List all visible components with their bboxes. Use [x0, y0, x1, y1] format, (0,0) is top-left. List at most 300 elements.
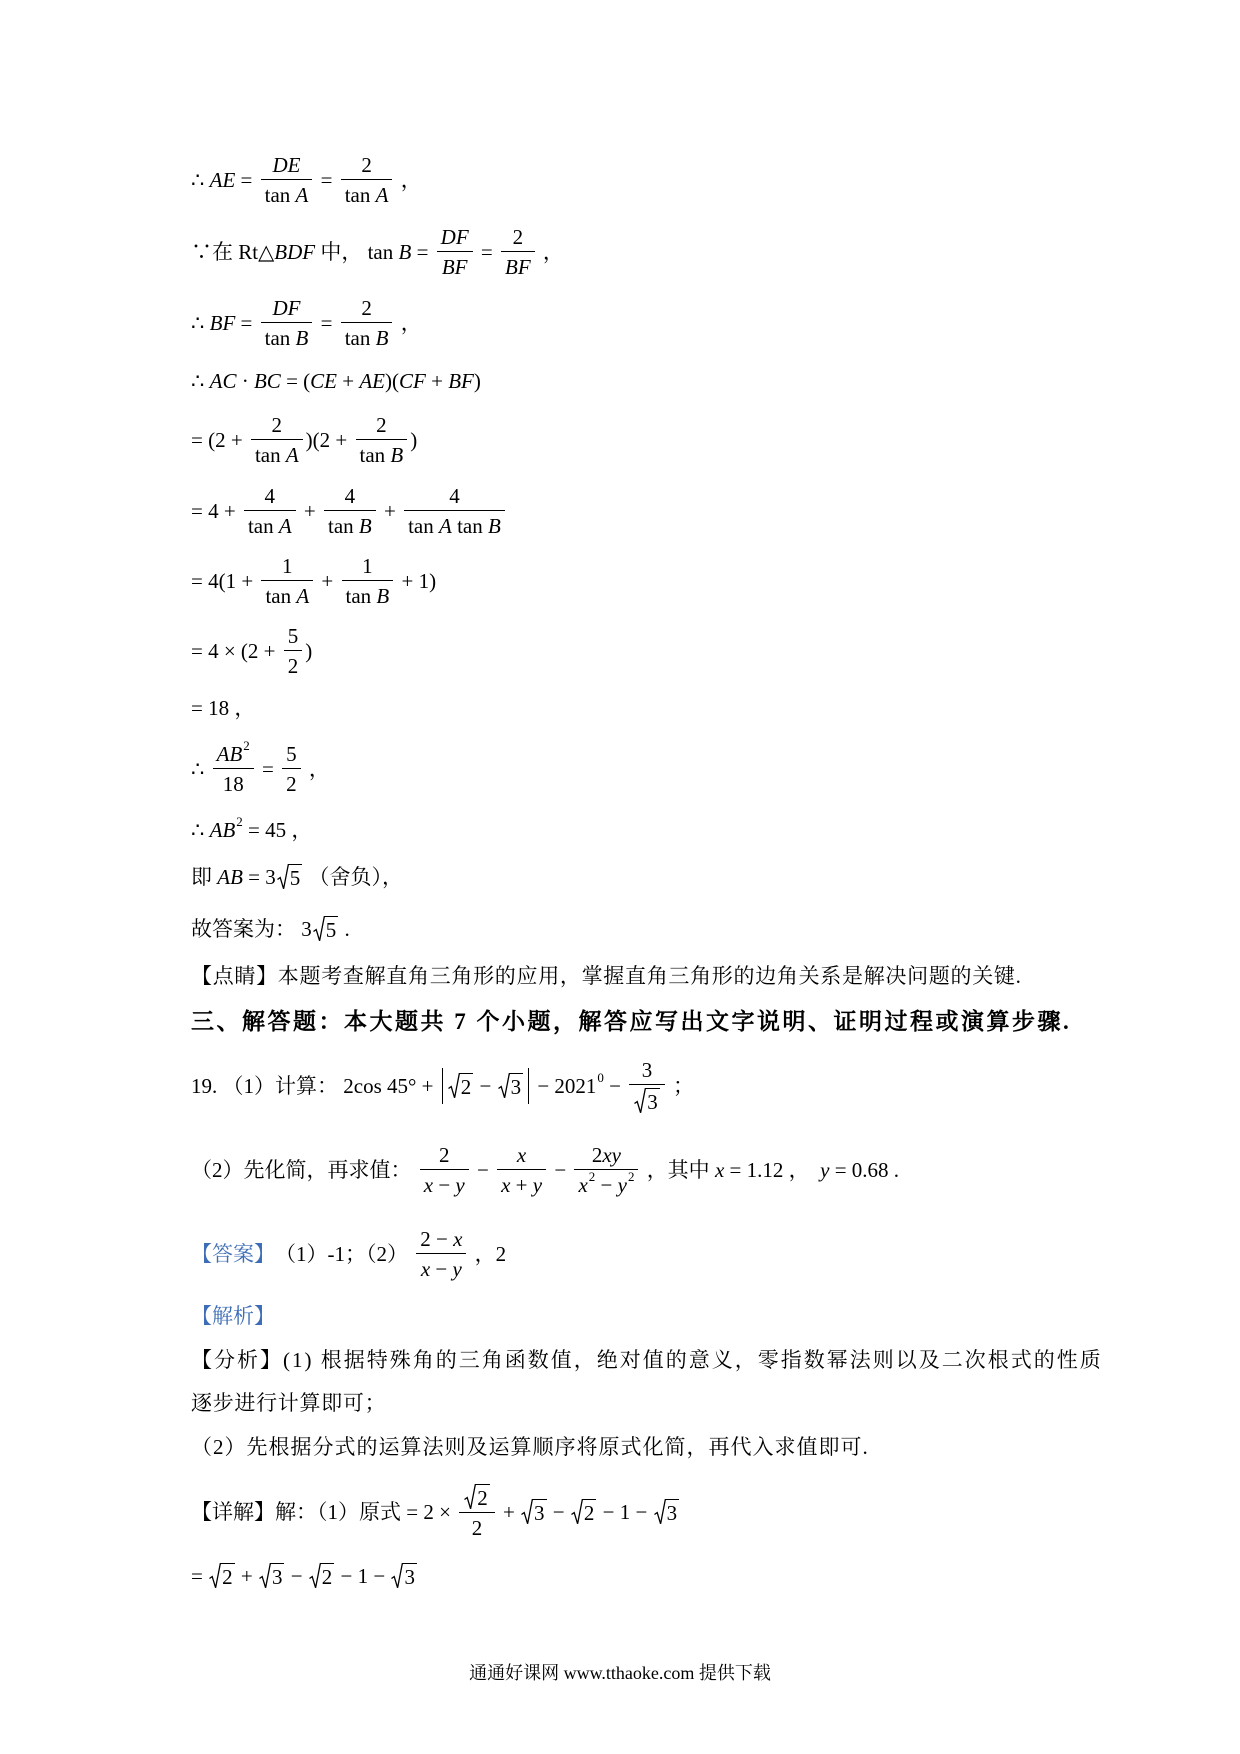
fraction	[261, 153, 313, 207]
square-root	[634, 1088, 660, 1114]
math-text: = 3	[242, 865, 276, 889]
square-root	[571, 1499, 597, 1525]
fraction-numerator	[341, 153, 393, 180]
math-variable: y	[617, 1173, 627, 1197]
math-text: 3	[271, 1565, 283, 1589]
analysis-line-3	[191, 1435, 869, 1459]
math-text: =	[235, 168, 258, 192]
math-text: （1）-1；（2）	[275, 1242, 414, 1266]
fraction-denominator	[282, 769, 301, 796]
math-text: tan	[408, 514, 439, 538]
math-text: 2	[471, 1516, 483, 1540]
fraction	[459, 1484, 495, 1540]
math-text: +	[298, 499, 322, 523]
math-text: − 2021	[532, 1074, 597, 1098]
square-root	[448, 1073, 474, 1099]
radicand	[583, 1499, 597, 1525]
math-text: ，	[395, 168, 422, 192]
math-text: ，	[395, 311, 422, 335]
fraction	[501, 225, 535, 279]
math-text: 中，	[315, 240, 363, 264]
fraction	[261, 554, 313, 608]
math-text: = 4(1 +	[191, 569, 259, 593]
math-text: tan	[451, 514, 488, 538]
math-text: 2	[321, 1565, 333, 1589]
fraction-numerator	[437, 225, 473, 252]
fraction-numerator	[416, 1227, 466, 1254]
math-text: tan	[265, 584, 297, 608]
section-heading	[191, 1008, 1071, 1036]
radical-sign	[448, 1073, 460, 1099]
math-text: 2 −	[420, 1227, 454, 1251]
math-variable: BF	[441, 255, 468, 279]
fraction-denominator	[629, 1085, 665, 1114]
fraction	[244, 484, 296, 538]
radicand	[321, 1563, 335, 1589]
math-variable: B	[390, 443, 404, 467]
math-text: 【详解】解：（1）原式 = 2 ×	[191, 1500, 457, 1524]
math-text: )	[473, 369, 481, 393]
analysis-line-2	[191, 1391, 386, 1415]
fraction-denominator	[416, 1254, 466, 1281]
math-text: = 45 ，	[242, 818, 313, 842]
fraction	[282, 742, 301, 796]
fraction-numerator	[459, 1484, 495, 1513]
math-text: = (	[280, 369, 311, 393]
answer-line	[191, 1227, 506, 1281]
explanation-label	[191, 1304, 275, 1328]
fraction-denominator	[284, 651, 303, 678]
math-text: = 1.12 ，	[724, 1158, 821, 1182]
superscript: 0	[597, 1069, 604, 1085]
fraction	[497, 1143, 546, 1197]
math-text: = 18 ，	[191, 696, 256, 720]
math-text: −	[430, 1257, 453, 1281]
math-text: 3	[510, 1075, 522, 1099]
math-variable: DE	[272, 153, 301, 177]
math-text: 3	[296, 917, 312, 941]
math-variable: B	[376, 584, 390, 608]
math-text: ，	[537, 240, 564, 264]
square-root	[209, 1563, 235, 1589]
math-variable: x	[714, 1158, 725, 1182]
detailed-solution-line-1	[191, 1484, 680, 1540]
math-text: ，2	[469, 1242, 507, 1266]
math-variable: A	[295, 183, 309, 207]
square-root	[498, 1073, 524, 1099]
math-text: −	[547, 1500, 570, 1524]
question-19-part-1	[191, 1058, 694, 1114]
fraction-denominator	[459, 1513, 495, 1540]
math-text: ∴	[191, 757, 210, 781]
math-text: = 4 × (2 +	[191, 639, 281, 663]
math-variable: xy	[602, 1143, 622, 1167]
fraction	[574, 1143, 638, 1197]
fraction-numerator	[251, 413, 303, 440]
math-text: +	[235, 1564, 258, 1588]
math-text: 5	[289, 866, 301, 890]
math-variable: B	[398, 240, 412, 264]
radicand	[533, 1499, 547, 1525]
fraction-denominator	[261, 581, 313, 608]
fraction	[629, 1058, 665, 1114]
math-text: 5	[286, 742, 297, 766]
math-variable: AB	[209, 818, 236, 842]
fraction-numerator	[574, 1143, 638, 1170]
fraction	[324, 484, 376, 538]
math-text: 【分析】(1) 根据特殊角的三角函数值，绝对值的意义，零指数幂法则以及二次根式的性质	[191, 1348, 1103, 1372]
math-variable: B	[295, 326, 309, 350]
math-variable: x	[516, 1143, 527, 1167]
fraction	[341, 153, 393, 207]
radicand	[325, 916, 339, 942]
math-text: ；	[667, 1074, 695, 1098]
math-text: 2cos 45° +	[338, 1074, 439, 1098]
radicand	[666, 1499, 680, 1525]
math-variable: x	[453, 1227, 463, 1251]
math-text: tan	[254, 443, 286, 467]
fraction-denominator	[244, 511, 296, 538]
math-text: − 1 −	[597, 1500, 653, 1524]
math-text: =	[475, 240, 498, 264]
math-text: −	[433, 1173, 456, 1197]
square-root	[277, 864, 303, 890]
radicand	[476, 1484, 490, 1510]
math-text: 5	[287, 624, 299, 648]
math-text: 3	[534, 1501, 545, 1525]
math-text: 2	[271, 413, 283, 437]
fraction	[251, 413, 303, 467]
fraction-numerator	[213, 737, 254, 769]
math-text: +	[378, 499, 402, 523]
math-text: 2	[361, 153, 372, 177]
math-text: +	[337, 369, 360, 393]
radicand	[403, 1563, 417, 1589]
radicand	[460, 1073, 474, 1099]
math-text: tan	[344, 183, 376, 207]
fraction-denominator	[356, 440, 408, 467]
fraction-numerator	[244, 484, 296, 511]
math-text: −	[474, 1074, 497, 1098]
math-text: 2	[439, 1143, 450, 1167]
fraction-numerator	[420, 1143, 469, 1170]
math-variable: y	[452, 1257, 462, 1281]
math-text: + 1)	[396, 569, 437, 593]
math-text: tan	[362, 240, 399, 264]
math-text: tan	[247, 514, 279, 538]
math-variable: y	[532, 1173, 543, 1197]
fraction-numerator	[261, 153, 313, 180]
fraction-numerator	[342, 554, 394, 581]
math-text: 2	[477, 1486, 488, 1510]
step-product-expansion	[191, 369, 481, 393]
math-text: −	[471, 1158, 495, 1182]
fraction-numerator	[404, 484, 505, 511]
math-text: .	[339, 917, 350, 941]
square-root	[259, 1563, 285, 1589]
math-text: 即	[191, 865, 218, 889]
math-text: tan	[264, 326, 296, 350]
square-root	[313, 916, 339, 942]
fraction	[284, 624, 303, 678]
fraction-denominator	[261, 323, 313, 350]
math-text: −	[285, 1564, 308, 1588]
math-text: 故答案为：	[191, 917, 296, 941]
fraction-numerator	[261, 296, 313, 323]
fraction-denominator	[574, 1170, 638, 1197]
math-variable: A	[278, 514, 292, 538]
fraction-denominator	[437, 252, 473, 279]
math-text: 2	[376, 413, 387, 437]
math-text: +	[425, 369, 449, 393]
math-text: = (2 +	[191, 428, 248, 452]
radical-sign	[391, 1563, 403, 1589]
fraction-numerator	[324, 484, 376, 511]
math-text: =	[235, 311, 258, 335]
math-variable: B	[358, 514, 372, 538]
math-variable: BF	[505, 255, 531, 279]
math-variable: B	[375, 326, 389, 350]
fraction-numerator	[497, 1143, 546, 1170]
math-text: ∴	[191, 168, 210, 192]
math-text: ，	[303, 757, 330, 781]
question-19-part-2	[191, 1143, 899, 1197]
step-distribute	[191, 484, 508, 538]
radical-sign	[634, 1088, 646, 1114]
superscript: 2	[627, 1168, 635, 1184]
math-variable: DF	[272, 296, 301, 320]
fraction-denominator	[404, 511, 505, 538]
math-variable: BF	[209, 311, 236, 335]
fraction-numerator	[356, 413, 408, 440]
math-variable: BF	[448, 369, 474, 393]
math-text: )(2 +	[305, 428, 353, 452]
radical-sign	[464, 1484, 476, 1510]
math-text: +	[510, 1173, 533, 1197]
math-variable: CF	[399, 369, 426, 393]
fraction-numerator	[501, 225, 535, 252]
math-text: tan	[328, 514, 359, 538]
math-text: tan	[345, 584, 377, 608]
superscript: 2	[236, 813, 243, 829]
math-text: 2	[222, 1565, 233, 1589]
math-text: 2	[361, 296, 372, 320]
math-text: −	[549, 1158, 572, 1182]
math-variable: A	[375, 183, 389, 207]
math-text: ∴	[191, 311, 210, 335]
math-text: tan	[359, 443, 391, 467]
remark-line	[191, 964, 1022, 988]
math-text: （2）先根据分式的运算法则及运算顺序将原式化简，再代入求值即可.	[191, 1435, 869, 1459]
fraction	[420, 1143, 469, 1197]
square-root	[391, 1563, 417, 1589]
step-tan-b-definition	[191, 225, 564, 279]
math-variable: CE	[310, 369, 337, 393]
step-ab-squared-ratio	[191, 737, 330, 796]
fraction-denominator	[497, 1170, 546, 1197]
fraction-denominator	[261, 180, 313, 207]
math-text: 2	[591, 1143, 603, 1167]
math-variable: AE	[359, 369, 385, 393]
math-variable: B	[487, 514, 501, 538]
math-text: )	[305, 639, 313, 663]
section-label: 【解析】	[191, 1304, 275, 1328]
math-text: 逐步进行计算即可；	[191, 1391, 387, 1415]
superscript: 2	[243, 737, 250, 753]
step-result-18	[191, 696, 255, 720]
step-ab-value	[191, 864, 403, 890]
radicand	[510, 1073, 524, 1099]
math-text: 1	[362, 554, 373, 578]
math-text: 5	[325, 918, 337, 942]
math-variable: DF	[440, 225, 469, 249]
math-variable: AB	[217, 865, 243, 889]
radical-sign	[313, 916, 325, 942]
square-root	[464, 1484, 490, 1510]
final-answer-line	[191, 916, 350, 942]
math-text: 3	[647, 1090, 658, 1114]
step-substitution	[191, 413, 417, 467]
step-ab-squared-value	[191, 813, 313, 842]
math-text: )(	[385, 369, 399, 393]
superscript: 2	[588, 1168, 596, 1184]
math-text: 1	[282, 554, 293, 578]
radical-sign	[498, 1073, 510, 1099]
math-variable: BC	[253, 369, 281, 393]
math-text: −	[603, 1074, 627, 1098]
step-simplify	[191, 624, 312, 678]
fraction-denominator	[341, 323, 393, 350]
radicand	[646, 1088, 660, 1114]
radicand	[271, 1563, 285, 1589]
section-label: 【答案】	[191, 1242, 275, 1266]
fraction-numerator	[629, 1058, 665, 1085]
math-text: = 4 +	[191, 499, 241, 523]
math-variable: BDF	[274, 240, 316, 264]
step-bf-formula	[191, 296, 422, 350]
math-text: 19. （1）计算：	[191, 1074, 338, 1098]
math-text: 2	[583, 1501, 595, 1525]
fraction-numerator	[261, 554, 313, 581]
math-variable: y	[455, 1173, 465, 1197]
math-text: =	[411, 240, 434, 264]
math-text: =	[315, 168, 338, 192]
math-variable: y	[820, 1158, 830, 1182]
math-text: 3	[666, 1501, 678, 1525]
math-text: 三、解答题：本大题共 7 个小题，解答应写出文字说明、证明过程或演算步骤.	[191, 1009, 1072, 1034]
step-factor	[191, 554, 436, 608]
fraction-numerator	[282, 742, 301, 769]
math-variable: x	[423, 1173, 434, 1197]
radical-sign	[309, 1563, 321, 1589]
math-text: =	[256, 757, 280, 781]
math-text: 18	[222, 772, 244, 796]
fraction-denominator	[251, 440, 303, 467]
square-root	[654, 1499, 680, 1525]
math-text: 2	[460, 1075, 472, 1099]
fraction-denominator	[324, 511, 376, 538]
math-variable: A	[439, 514, 452, 538]
math-text: −	[595, 1173, 618, 1197]
radical-sign	[277, 864, 289, 890]
math-text: 3	[641, 1058, 653, 1082]
radical-sign	[521, 1499, 533, 1525]
radicand	[289, 864, 303, 890]
math-text: tan	[344, 326, 376, 350]
math-text: 2	[286, 772, 297, 796]
fraction-denominator	[213, 769, 254, 796]
math-text: ∵在 Rt△	[191, 240, 275, 264]
math-text: 4	[264, 484, 276, 508]
radical-sign	[571, 1499, 583, 1525]
math-variable: x	[501, 1173, 511, 1197]
fraction	[342, 554, 394, 608]
fraction-numerator	[341, 296, 393, 323]
step-ae-formula	[191, 153, 422, 207]
fraction	[213, 737, 254, 796]
math-text: ·	[236, 369, 254, 393]
fraction	[416, 1227, 466, 1281]
detailed-solution-line-2	[191, 1563, 418, 1589]
math-variable: A	[285, 443, 299, 467]
radical-sign	[209, 1563, 221, 1589]
math-text: = 0.68 .	[829, 1158, 900, 1182]
math-text: ∴	[191, 369, 210, 393]
math-variable: x	[578, 1173, 588, 1197]
math-variable: AC	[209, 369, 237, 393]
fraction	[356, 413, 408, 467]
math-text: − 1 −	[335, 1564, 391, 1588]
math-text: 4	[449, 484, 460, 508]
math-variable: AB	[216, 742, 243, 766]
square-root	[521, 1499, 547, 1525]
math-text: 3	[404, 1565, 415, 1589]
fraction	[404, 484, 505, 538]
math-text: =	[315, 311, 338, 335]
absolute-value	[442, 1068, 529, 1104]
math-text: 4	[344, 484, 356, 508]
analysis-line-1	[191, 1348, 1103, 1372]
fraction	[261, 296, 313, 350]
math-text: （舍负），	[303, 865, 403, 889]
math-text: 【点睛】本题考查解直角三角形的应用，掌握直角三角形的边角关系是解决问题的关键.	[191, 964, 1022, 988]
radical-sign	[654, 1499, 666, 1525]
fraction-denominator	[420, 1170, 469, 1197]
math-text: （2）先化简，再求值：	[191, 1158, 417, 1182]
page-footer: 通通好课网 www.tthaoke.com 提供下载	[469, 1663, 771, 1683]
math-variable: A	[296, 584, 310, 608]
math-variable: x	[420, 1257, 431, 1281]
math-text: ，其中	[641, 1158, 715, 1182]
math-text: =	[191, 1564, 209, 1588]
math-text: ∴	[191, 818, 210, 842]
math-text: +	[316, 569, 339, 593]
radicand	[221, 1563, 235, 1589]
math-text: tan	[264, 183, 296, 207]
math-text: 2	[512, 225, 524, 249]
math-text: +	[497, 1500, 521, 1524]
fraction	[437, 225, 473, 279]
math-variable: AE	[209, 168, 236, 192]
fraction	[341, 296, 393, 350]
square-root	[309, 1563, 335, 1589]
math-text: )	[410, 428, 418, 452]
fraction-denominator	[341, 180, 393, 207]
fraction-denominator	[342, 581, 394, 608]
fraction-denominator	[501, 252, 535, 279]
math-text: 2	[287, 654, 299, 678]
radical-sign	[259, 1563, 271, 1589]
